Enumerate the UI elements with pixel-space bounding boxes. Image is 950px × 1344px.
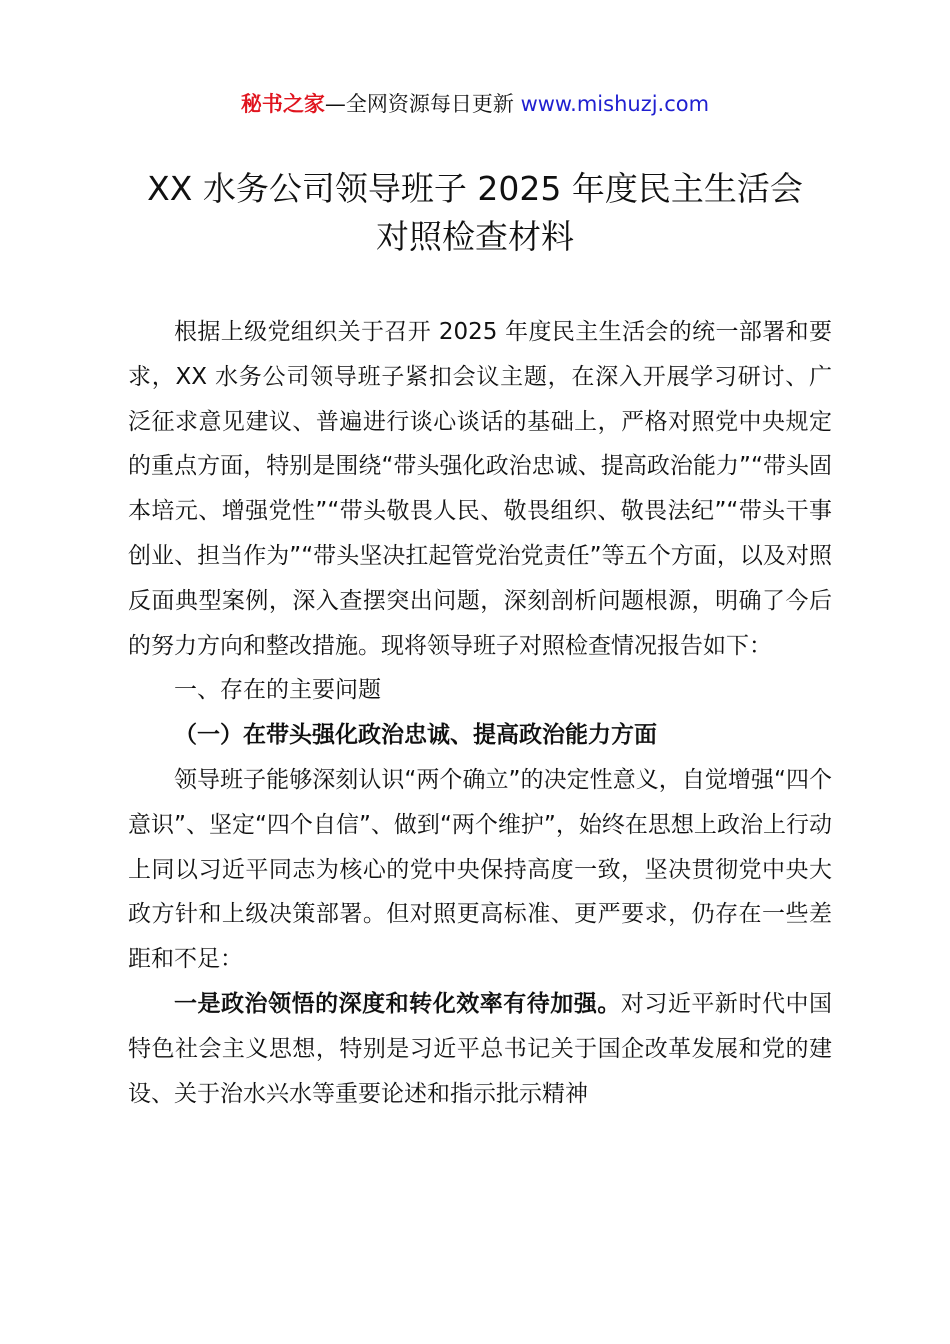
- document-title: [0, 165, 950, 261]
- body-paragraph-2: 领导班子能够深刻认识“两个确立”的决定性意义，自觉增强“四个意识”、坚定“四个自信”、做到“两个维护”，始终在思想上政治上行动上同以习近平同志为核心的党中央保持高度一致，坚决贯彻党中央大政方针和上级决策部署。但对照更高标准、更严要求，仍存在一些差距和不足：: [128, 766, 832, 973]
- section-heading: 一、存在的主要问题: [174, 677, 381, 704]
- title-line-1: XX 水务公司领导班子 2025 年度民主生活会: [147, 169, 803, 208]
- body-paragraph-3: [128, 982, 832, 1116]
- intro-paragraph: 根据上级党组织关于召开 2025 年度民主生活会的统一部署和要求，XX 水务公司领导班子紧扣会议主题，在深入开展学习研讨、广泛征求意见建议、普遍进行谈心谈话的基础上，严格对照党中央规定的重点方面，特别是围绕“带头强化政治忠诚、提高政治能力”“带头固本培元、增强党性”“带头敬畏人民、敬畏组织、敬畏法纪”“带头干事创业、担当作为”“带头坚决扛起管党治党责任”等五个方面，以及对照反面典型案例，深入查摆突出问题，深刻剖析问题根源，明确了今后的努力方向和整改措施。现将领导班子对照检查情况报告如下：: [128, 319, 832, 659]
- paragraph-3-lead: 一是政治领悟的深度和转化效率有待加强。: [174, 990, 621, 1017]
- site-header: [0, 88, 950, 120]
- subsection-heading: （一）在带头强化政治忠诚、提高政治能力方面: [174, 722, 657, 749]
- title-line-2: 对照检查材料: [376, 217, 574, 256]
- site-tagline: —全网资源每日更新: [324, 92, 521, 116]
- site-url-link[interactable]: www.mishuzj.com: [520, 92, 710, 116]
- paragraph-3-text: 对习近平新时代中国特色社会主义思想，特别是习近平总书记关于国企改革发展和党的建设、关于治水兴水等重要论述和指示批示精神: [128, 990, 833, 1107]
- document-body: [128, 310, 832, 1116]
- site-brand: 秘书之家: [240, 92, 325, 116]
